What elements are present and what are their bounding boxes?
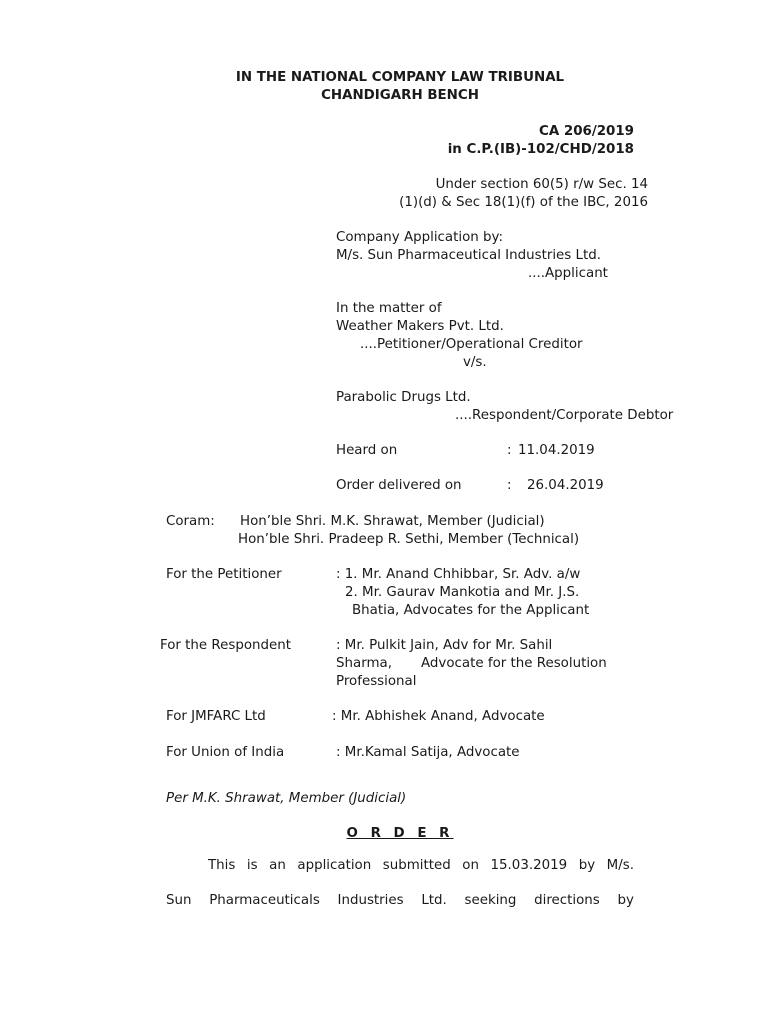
respondent-counsel-line-2b: Advocate for the Resolution <box>421 656 607 671</box>
body-word: seeking <box>464 893 517 908</box>
body-word: submitted <box>382 858 451 873</box>
respondent-role: ....Respondent/Corporate Debtor <box>455 408 674 423</box>
bench-title: CHANDIGARH BENCH <box>321 88 479 103</box>
per-judge: Per M.K. Shrawat, Member (Judicial) <box>166 791 407 806</box>
ca-number: CA 206/2019 <box>539 124 634 139</box>
order-delivered-date: 26.04.2019 <box>527 478 604 493</box>
respondent-name: Parabolic Drugs Ltd. <box>336 390 471 405</box>
order-delivered-label: Order delivered on <box>336 478 462 493</box>
heard-on-separator: : <box>507 443 512 458</box>
body-word: 15.03.2019 <box>490 858 568 873</box>
coram-member-1: Hon’ble Shri. M.K. Shrawat, Member (Judicial) <box>240 514 545 529</box>
petitioner-role: ....Petitioner/Operational Creditor <box>360 337 583 352</box>
petitioner-counsel-line-2: 2. Mr. Gaurav Mankotia and Mr. J.S. <box>345 585 580 600</box>
body-word: directions <box>534 893 600 908</box>
coram-member-2: Hon’ble Shri. Pradeep R. Sethi, Member (Technical) <box>238 532 580 547</box>
petitioner-counsel-label: For the Petitioner <box>166 567 282 582</box>
versus: v/s. <box>463 355 487 370</box>
application-by-label: Company Application by: <box>336 230 503 245</box>
body-word: by <box>578 858 596 873</box>
body-word: Ltd. <box>421 893 447 908</box>
cp-number: in C.P.(IB)-102/CHD/2018 <box>447 142 634 157</box>
petitioner-counsel-line-1: : 1. Mr. Anand Chhibbar, Sr. Adv. a/w <box>336 567 581 582</box>
jmfarc-counsel-value: : Mr. Abhishek Anand, Advocate <box>332 709 545 724</box>
body-line-1 <box>166 858 634 874</box>
body-word: on <box>462 858 479 873</box>
body-word: Sun <box>166 893 192 908</box>
body-line-2 <box>166 893 634 909</box>
coram-label: Coram: <box>166 514 215 529</box>
uoi-counsel-label: For Union of India <box>166 745 285 760</box>
respondent-counsel-label: For the Respondent <box>160 638 291 653</box>
petitioner-name: Weather Makers Pvt. Ltd. <box>336 319 504 334</box>
heard-on-date: 11.04.2019 <box>518 443 595 458</box>
body-word: Pharmaceuticals <box>209 893 320 908</box>
body-word: is <box>246 858 258 873</box>
body-word: This <box>208 858 236 873</box>
uoi-counsel-value: : Mr.Kamal Satija, Advocate <box>336 745 520 760</box>
body-word: Industries <box>337 893 404 908</box>
body-word: an <box>269 858 286 873</box>
section-line-2: (1)(d) & Sec 18(1)(f) of the IBC, 2016 <box>399 195 648 210</box>
respondent-counsel-line-1: : Mr. Pulkit Jain, Adv for Mr. Sahil <box>336 638 553 653</box>
body-word: M/s. <box>606 858 634 873</box>
matter-of-label: In the matter of <box>336 301 442 316</box>
tribunal-title: IN THE NATIONAL COMPANY LAW TRIBUNAL <box>235 70 565 85</box>
order-delivered-separator: : <box>507 478 512 493</box>
order-body <box>166 858 634 909</box>
order-heading: O R D E R <box>346 826 454 841</box>
jmfarc-counsel-label: For JMFARC Ltd <box>166 709 266 724</box>
body-word: by <box>617 893 634 908</box>
body-word: application <box>297 858 372 873</box>
applicant-role: ....Applicant <box>528 266 608 281</box>
applicant-name: M/s. Sun Pharmaceutical Industries Ltd. <box>336 248 601 263</box>
heard-on-label: Heard on <box>336 443 398 458</box>
respondent-counsel-line-2a: Sharma, <box>336 656 392 671</box>
petitioner-counsel-line-3: Bhatia, Advocates for the Applicant <box>352 603 590 618</box>
respondent-counsel-line-3: Professional <box>336 674 417 689</box>
section-line-1: Under section 60(5) r/w Sec. 14 <box>435 177 648 192</box>
